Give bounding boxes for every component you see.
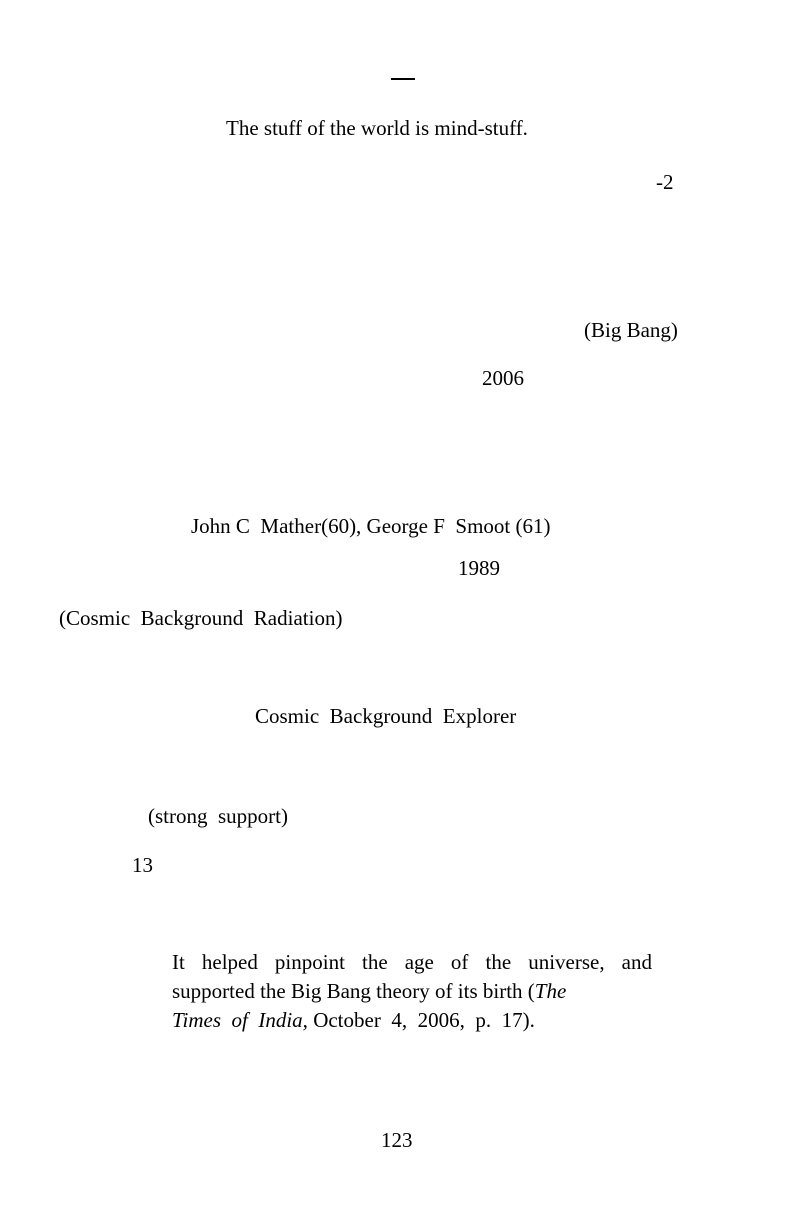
fragment-strong-support: (strong support) [148,804,288,828]
quote-line-2 [172,977,652,1006]
quote-line-1: It helped pinpoint the age of the universe, and [172,950,652,974]
quote-citation-the: The [534,979,567,1003]
epigraph: The stuff of the world is mind-stuff. [226,116,528,140]
block-quote [172,948,652,1035]
fragment-big-bang: (Big Bang) [584,318,678,342]
fragment-year-1989: 1989 [458,556,500,580]
fragment-thirteen: 13 [132,853,153,877]
fragment-cosmic-background-radiation: (Cosmic Background Radiation) [59,606,343,630]
quote-line-2-text: supported the Big Bang theory of its birth ( [172,979,535,1003]
header-dash [391,78,415,80]
fragment-year-2006: 2006 [482,366,524,390]
quote-citation-date: October 4, 2006, p. 17). [307,1008,535,1032]
fragment-minus-two: -2 [656,170,674,194]
quote-line-3 [172,1006,652,1035]
quote-citation-source: Times of India, [172,1008,308,1032]
page-number: 123 [381,1128,413,1152]
fragment-scientists: John C Mather(60), George F Smoot (61) [191,514,551,538]
fragment-cosmic-background-explorer: Cosmic Background Explorer [255,704,517,728]
